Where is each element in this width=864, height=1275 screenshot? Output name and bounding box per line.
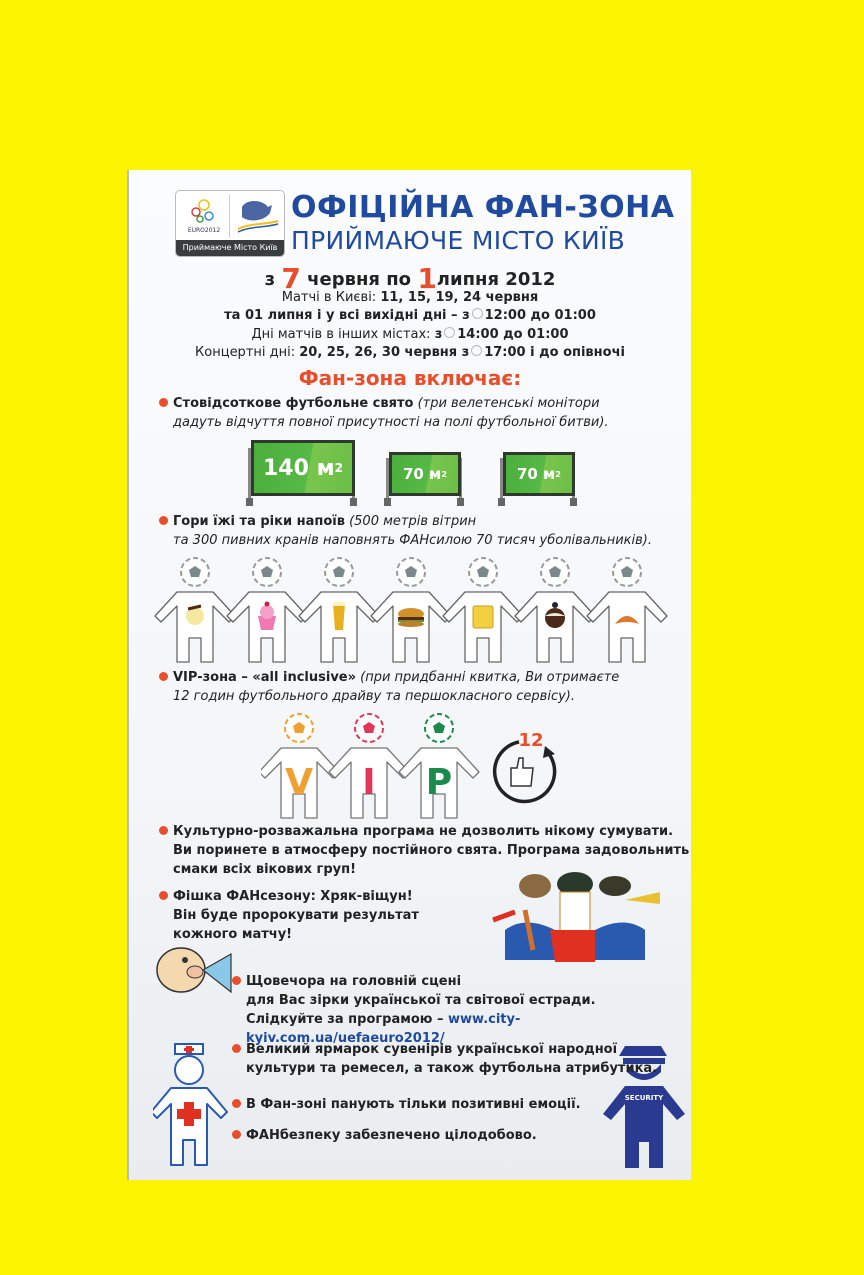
vip-illustration	[261, 710, 581, 820]
bullet-icon	[232, 1044, 241, 1053]
list-item-evening-concerts: Щовечора на головній сцені для Вас зірки української та світової естради. Слідкуйте за програмою – www.city-kyiv.com.ua/uefaeuro2012/	[232, 972, 691, 1048]
list-item-football-festival: Стовідсоткове футбольне свято (три велетенські монітори дадуть відчуття повної присутності на полі футбольної битви).	[159, 394, 609, 432]
beer-icon	[333, 602, 345, 630]
cossack-musicians-illustration	[465, 860, 665, 970]
bullet-icon	[159, 516, 168, 525]
program-link[interactable]: www.city-kyiv.com.ua/uefaeuro2012/	[246, 1012, 521, 1046]
logo-divider	[229, 195, 230, 237]
fan-zone-flyer	[127, 170, 691, 1180]
cheese-icon	[473, 606, 493, 628]
list-item-vip-zone: VIP-зона – «all inclusive» (при придбанні квитка, Ви отримаєте 12 годин футбольного драйву та першокласного сервісу).	[159, 668, 619, 706]
concert-days-line: Концертні дні: 20, 25, 26, 30 червня з 17:00 і до опівночі	[195, 345, 625, 360]
svg-text:12: 12	[518, 730, 544, 751]
list-item-positive-emotions: В Фан-зоні панують тільки позитивні емоції.	[232, 1095, 581, 1114]
list-item-food-drinks: Гори їжі та ріки напоїв (500 метрів вітрин та 300 пивних кранів наповнять ФАНсилою 70 тисяч уболівальників).	[159, 512, 652, 550]
other-cities-line: Дні матчів в інших містах: з 14:00 до 01:00	[251, 327, 569, 342]
vip-letter-p: P	[425, 762, 453, 803]
prophet-pig-icon	[151, 930, 241, 1010]
kyiv-host-city-icon	[234, 195, 280, 237]
euro2012-host-city-logo	[175, 190, 285, 257]
burger-icon	[398, 608, 424, 627]
weekend-hours-line: та 01 липня і у всі вихідні дні – з 12:00 до 01:00	[224, 308, 596, 323]
vip-letter-v: V	[285, 762, 313, 803]
page-title: ОФІЦІЙНА ФАН-ЗОНА	[291, 190, 675, 225]
bullet-icon	[159, 826, 168, 835]
bullet-icon	[159, 891, 168, 900]
medic-icon	[153, 1040, 233, 1170]
screen-70-a: 70 м 2	[389, 452, 461, 496]
screen-70-b: 70 м 2	[503, 452, 575, 496]
list-item-souvenir-fair: Великий ярмарок сувенірів української народної культури та ремесел, а також футбольна атрибутика.	[232, 1040, 657, 1078]
list-item-prophet-pig: Фішка ФАНсезону: Хряк-віщун! Він буде пророкувати результат кожного матчу!	[159, 887, 419, 944]
bullet-icon	[232, 1130, 241, 1139]
bullet-icon	[232, 976, 241, 985]
list-item-entertainment-program: Культурно-розважальна програма не дозволить нікому сумувати. Ви поринете в атмосферу постійного свята. Програма задовольнить смаки всіх вікових груп!	[159, 822, 689, 879]
euro2012-logo-icon	[182, 195, 226, 237]
clock-icon	[471, 345, 482, 356]
kyiv-matches-line: Матчі в Києві: 11, 15, 19, 24 червня	[281, 290, 539, 305]
bullet-icon	[232, 1099, 241, 1108]
list-item-security: ФАНбезпеку забезпечено цілодобово.	[232, 1126, 537, 1145]
event-dates: з 7 червня по 1липня 2012	[264, 262, 556, 295]
screen-140: 140 м 2	[251, 440, 355, 496]
logo-caption: Приймаюче Місто Київ	[176, 240, 284, 256]
vip-letter-i: I	[362, 762, 376, 803]
page-subtitle: ПРИЙМАЮЧЕ МІСТО КИЇВ	[291, 226, 626, 255]
clock-icon	[472, 308, 483, 319]
bullet-icon	[159, 398, 168, 407]
section-title: Фан-зона включає:	[298, 366, 522, 390]
security-label: SECURITY	[624, 1094, 664, 1102]
bullet-icon	[159, 672, 168, 681]
12-hours-thumbs-up-icon	[495, 730, 555, 801]
end-day: 1	[417, 262, 437, 295]
clock-icon	[444, 327, 455, 338]
svg-text:EURO2012: EURO2012	[187, 227, 221, 234]
food-fans-illustration	[153, 554, 673, 664]
start-day: 7	[281, 262, 301, 295]
